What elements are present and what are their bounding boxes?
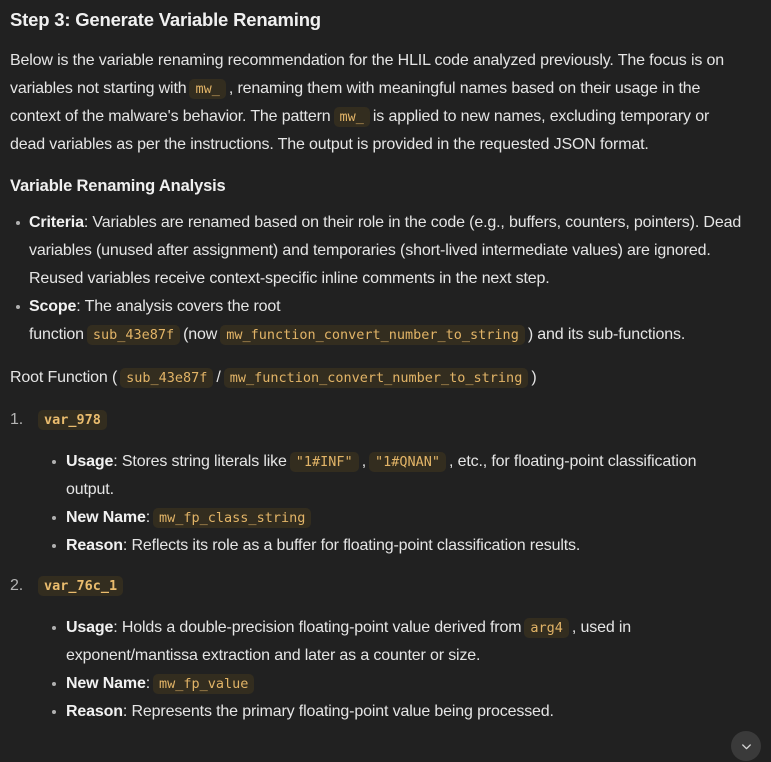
list-number: 1. — [10, 411, 24, 428]
text-run: : Stores string literals like — [113, 453, 287, 470]
text-run: , used in exponent/mantissa extraction and later as a counter or size. — [66, 619, 632, 664]
bold-text: Usage — [66, 619, 114, 636]
text-run: : Reflects its role as a buffer for floating-point classification results. — [122, 537, 581, 554]
variable-item — [10, 406, 745, 560]
chat-message-view — [0, 8, 771, 762]
detail-item — [66, 532, 745, 560]
bold-text: Scope — [29, 298, 77, 315]
text-run: Root Function ( — [10, 369, 118, 386]
bold-text: Reason — [66, 703, 123, 720]
text-run: , — [361, 453, 366, 470]
analysis-list — [10, 209, 745, 349]
root-function-line — [10, 364, 745, 392]
intro-paragraph — [10, 47, 745, 159]
text-run: is applied to new names, excluding temporary or dead variables as per the instructions. The output is provided in the requested JSON format. — [10, 108, 710, 153]
text-run: , renaming them with meaningful names based on their usage in the context of the malware's behavior. The pattern — [10, 80, 701, 125]
inline-code: "1#QNAN" — [369, 452, 446, 472]
text-run: : Holds a double-precision floating-point value derived from — [113, 619, 522, 636]
bold-text: New Name — [66, 509, 146, 526]
inline-code: mw_function_convert_number_to_string — [220, 325, 525, 345]
list-item — [29, 293, 745, 349]
inline-code: mw_ — [334, 107, 370, 127]
text-run: (now — [183, 326, 218, 343]
text-run: ) — [531, 369, 537, 386]
inline-code: sub_43e87f — [120, 368, 213, 388]
bold-text: Criteria — [29, 214, 84, 231]
list-number: 2. — [10, 577, 24, 594]
text-run: : Variables are renamed based on their role in the code (e.g., buffers, counters, pointers). Dead variables (unused after assignment) and temporaries (short-lived intermediate values) are ignored. Reused variables receive context-specific inline comments in the next step. — [29, 214, 742, 287]
inline-code: sub_43e87f — [87, 325, 180, 345]
detail-item — [66, 448, 745, 504]
detail-item — [66, 614, 745, 670]
variable-item — [10, 572, 745, 726]
analysis-heading: Variable Renaming Analysis — [10, 177, 226, 195]
text-run: , etc., for floating-point classification output. — [66, 453, 697, 498]
bold-text: Reason — [66, 537, 123, 554]
text-run: : Represents the primary floating-point value being processed. — [122, 703, 554, 720]
inline-code: mw_function_convert_number_to_string — [224, 368, 529, 388]
text-run: : — [145, 509, 151, 526]
bold-text: Usage — [66, 453, 114, 470]
text-run: : — [145, 675, 151, 692]
variable-detail-list — [35, 614, 745, 726]
text-run: : The analysis covers the root function — [29, 298, 281, 343]
variable-name-code: var_978 — [38, 410, 107, 430]
inline-code: mw_fp_class_string — [153, 508, 311, 528]
inline-code: mw_ — [189, 79, 225, 99]
variable-name-code: var_76c_1 — [38, 576, 123, 596]
text-run: / — [216, 369, 221, 386]
list-item — [29, 209, 745, 293]
page-title: Step 3: Generate Variable Renaming — [10, 9, 321, 30]
detail-item — [66, 504, 745, 532]
text-run: Below is the variable renaming recommendation for the HLIL code analyzed previously. The focus is on variables not starting with — [10, 52, 724, 97]
detail-item — [66, 670, 745, 698]
inline-code: mw_fp_value — [153, 674, 254, 694]
chevron-down-icon — [739, 739, 754, 754]
detail-item — [66, 698, 745, 726]
variable-detail-list — [35, 448, 745, 560]
inline-code: arg4 — [524, 618, 569, 638]
scroll-to-bottom-button[interactable] — [731, 731, 761, 761]
variables-list — [10, 406, 745, 726]
text-run: ) and its sub-functions. — [527, 326, 686, 343]
bold-text: New Name — [66, 675, 146, 692]
inline-code: "1#INF" — [290, 452, 359, 472]
